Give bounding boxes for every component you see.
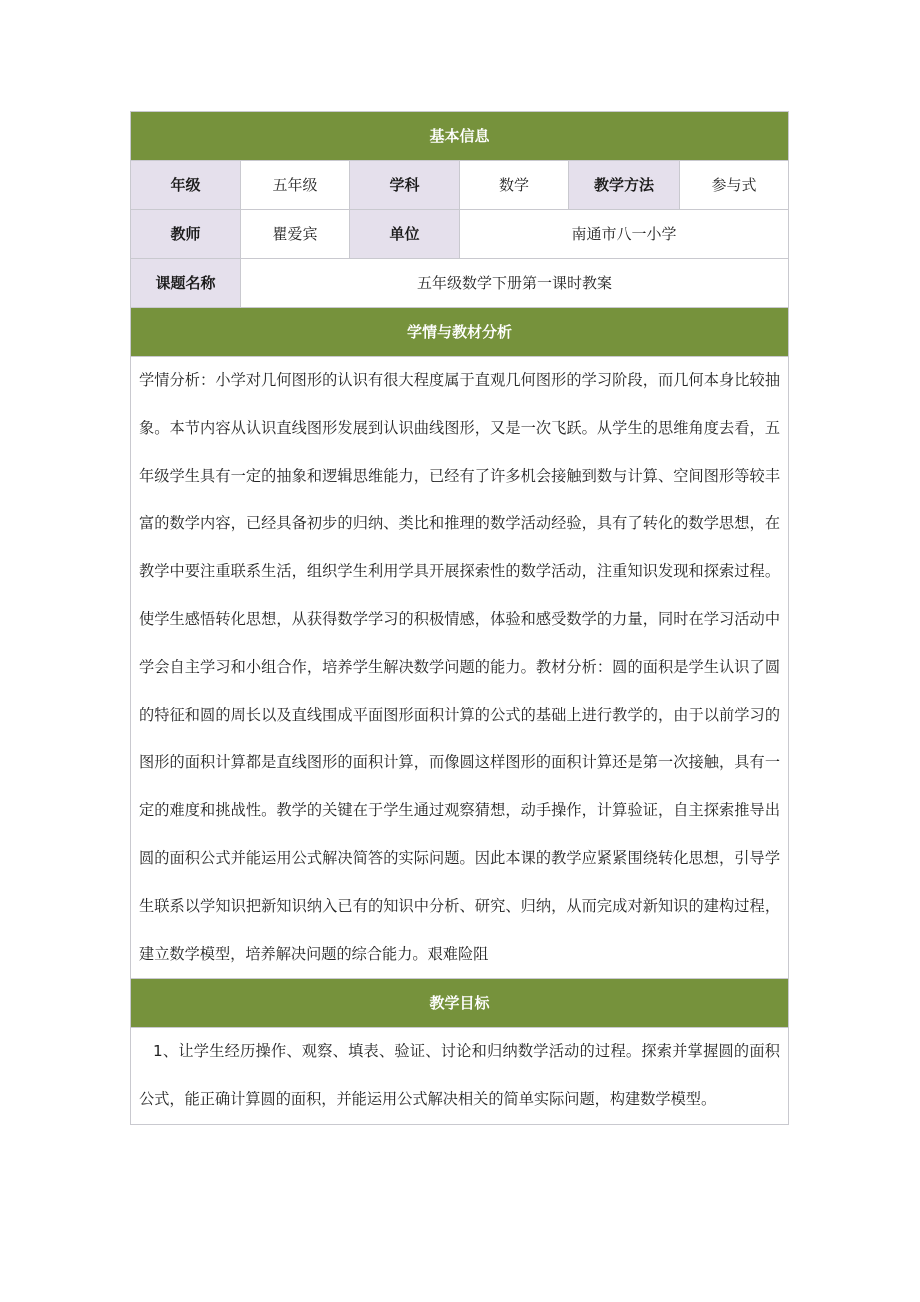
basic-info-row-grade bbox=[131, 161, 788, 210]
subject-value: 数学 bbox=[460, 161, 569, 209]
teacher-value: 瞿爱宾 bbox=[241, 210, 350, 258]
basic-info-row-topic bbox=[131, 259, 788, 308]
subject-label: 学科 bbox=[350, 161, 460, 209]
analysis-text: 学情分析：小学对几何图形的认识有很大程度属于直观几何图形的学习阶段，而几何本身比较抽象。本节内容从认识直线图形发展到认识曲线图形，又是一次飞跃。从学生的思维角度去看，五年级学生具有一定的抽象和逻辑思维能力，已经有了许多机会接触到数与计算、空间图形等较丰富的数学内容，已经具备初步的归纳、类比和推理的数学活动经验，具有了转化的数学思想，在教学中要注重联系生活，组织学生利用学具开展探索性的数学活动，注重知识发现和探索过程。使学生感悟转化思想，从获得数学学习的积极情感，体验和感受数学的力量，同时在学习活动中学会自主学习和小组合作，培养学生解决数学问题的能力。教材分析：圆的面积是学生认识了圆的特征和圆的周长以及直线围成平面图形面积计算的公式的基础上进行教学的，由于以前学习的图形的面积计算都是直线图形的面积计算，而像圆这样图形的面积计算还是第一次接触，具有一定的难度和挑战性。教学的关键在于学生通过观察猜想，动手操作，计算验证，自主探索推导出圆的面积公式并能运用公式解决简答的实际问题。因此本课的教学应紧紧围绕转化思想，引导学生联系以学知识把新知识纳入已有的知识中分析、研究、归纳，从而完成对新知识的建构过程，建立数学模型，培养解决问题的综合能力。艰难险阻 bbox=[131, 357, 788, 979]
method-value: 参与式 bbox=[680, 161, 788, 209]
topic-label: 课题名称 bbox=[131, 259, 241, 307]
grade-label: 年级 bbox=[131, 161, 241, 209]
goals-header: 教学目标 bbox=[131, 979, 788, 1028]
lesson-plan-table bbox=[130, 111, 789, 1125]
topic-value: 五年级数学下册第一课时教案 bbox=[241, 259, 788, 307]
teacher-label: 教师 bbox=[131, 210, 241, 258]
method-label: 教学方法 bbox=[569, 161, 680, 209]
goals-text: 1、让学生经历操作、观察、填表、验证、讨论和归纳数学活动的过程。探索并掌握圆的面积公式，能正确计算圆的面积，并能运用公式解决相关的简单实际问题，构建数学模型。 bbox=[139, 1042, 780, 1109]
grade-value: 五年级 bbox=[241, 161, 350, 209]
basic-info-row-teacher bbox=[131, 210, 788, 259]
analysis-header: 学情与教材分析 bbox=[131, 308, 788, 357]
basic-info-header: 基本信息 bbox=[131, 112, 788, 161]
unit-label: 单位 bbox=[350, 210, 460, 258]
unit-value: 南通市八一小学 bbox=[460, 210, 788, 258]
